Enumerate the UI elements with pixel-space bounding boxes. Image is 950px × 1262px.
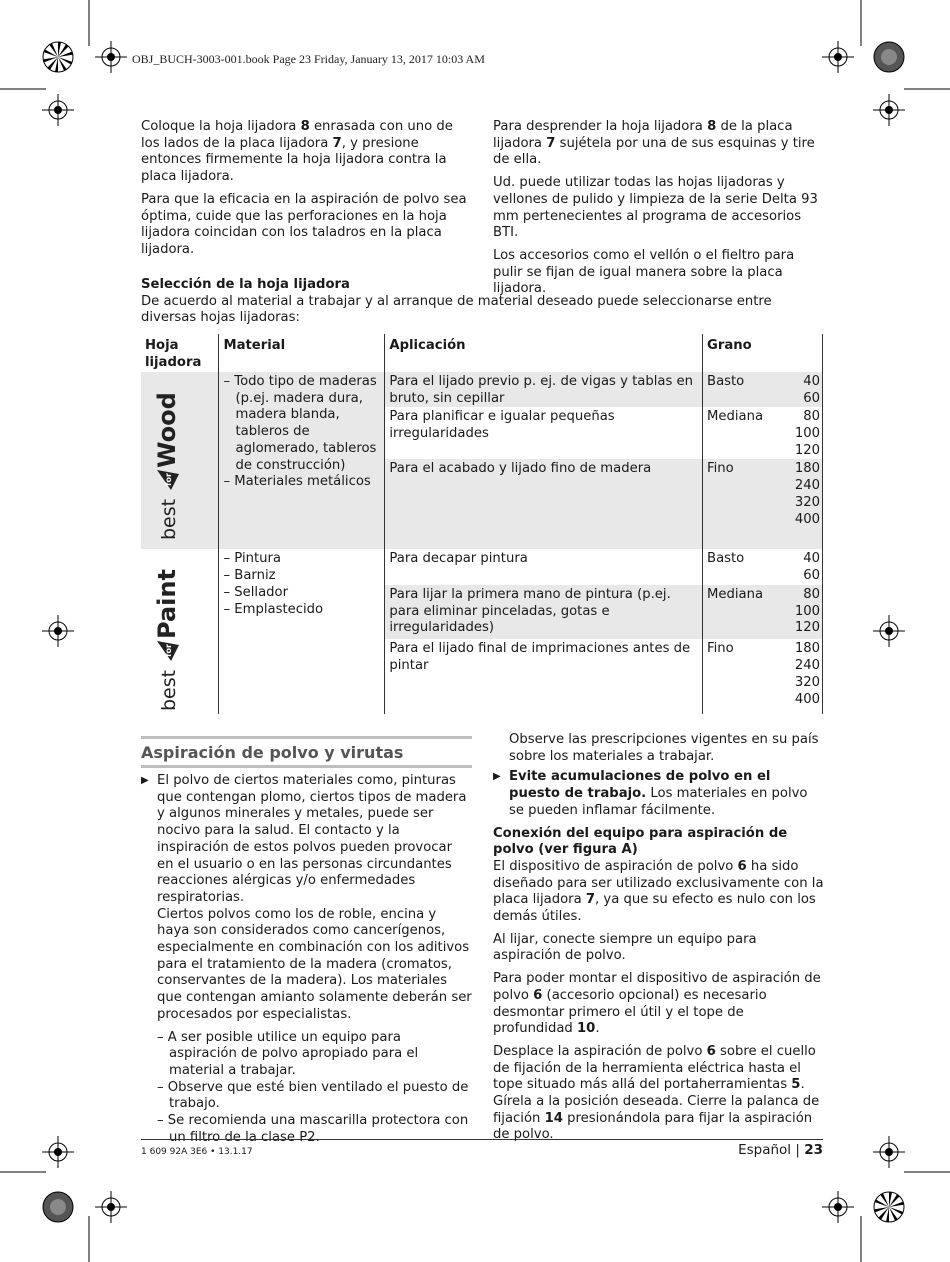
regulations-note: Observe las prescripciones vigentes en su país sobre los materiales a trabajar. <box>509 732 819 764</box>
application-cell: Para decapar pintura <box>385 549 703 584</box>
selection-text: De acuerdo al material a trabajar y al arranque de material deseado puede seleccionarse entre diversas hojas lijadoras: <box>141 293 772 326</box>
application-cell: Para el lijado final de imprimaciones antes de pintar <box>385 639 703 714</box>
grit-values: 40 60 <box>778 549 822 584</box>
sanding-sheet-table <box>141 334 823 714</box>
list-item: – Todo tipo de maderas (p.ej. madera dura, madera blanda, tableros de aglomerado, tableros de construcción) <box>223 374 380 474</box>
grade-cell: Basto <box>703 372 779 407</box>
footer-page-info <box>700 1142 823 1158</box>
dust-warning-bullet: ▶ El polvo de ciertos materiales como, pinturas que contengan plomo, ciertos tipos de madera y algunos minerales y metales, puede ser nocivo para la salud. El contacto y la inspiración de estos polvos pueden provocar en el usuario o en las personas circundantes reacciones alérgicas y/o enfermedades respiratorias. Ciertos polvos como los de roble, encina y haya son considerados como cancerígenos, especialmente en combinación con los aditivos para el tratamiento de la madera (cromatos, conservantes de la madera). Los materiales que contengan amianto solamente deberán ser procesados por especialistas. – A ser posible utilice un equipo para aspiración de polvo apropiado para el material a trabajar. – Observe que esté bien ventilado el puesto de trabajo. – Se recomienda una mascarilla protectora con un filtro de la clase P2. <box>141 773 472 1146</box>
intro-right-paragraph-1: Para desprender la hoja lijadora 8 de la placa lijadora 7 sujétela por una de sus esquinas y tire de ella. <box>493 119 815 168</box>
dust-dash-list <box>157 1030 472 1147</box>
best-for-paint-icon <box>145 549 215 714</box>
connection-paragraph-3: Para poder montar el dispositivo de aspiración de polvo 6 (accesorio opcional) es necesario desmontar primero el útil y el tope de profundidad 10. <box>493 971 821 1037</box>
page-number: 23 <box>804 1142 823 1158</box>
connection-heading: Conexión del equipo para aspiración de polvo (ver figura A) <box>493 825 788 858</box>
svg-text:best: best <box>158 670 180 712</box>
triangle-bullet-icon: ▶ <box>493 771 501 783</box>
list-item: – Se recomienda una mascarilla protectora con un filtro de la clase P2. <box>157 1113 472 1146</box>
grade-cell: Mediana <box>703 407 779 459</box>
list-item: – A ser posible utilice un equipo para aspiración de polvo apropiado para el material a trabajar. <box>157 1030 472 1080</box>
paint-materials <box>219 549 385 714</box>
connection-paragraph-4: Desplace la aspiración de polvo 6 sobre el cuello de fijación de la herramienta eléctrica hasta el tope situado más allá del portaherramientas 5. Gírela a la posición deseada. Cierre la palanca de fijación 14 presionándola para fijar la aspiración de polvo. <box>493 1043 820 1143</box>
intro-left-column <box>141 119 472 265</box>
intro-paragraph-2: Para que la eficacia en la aspiración de polvo sea óptima, cuide que las perforaciones en la hoja lijadora coincidan con los taladros en la placa lijadora. <box>141 191 467 257</box>
best-for-paint-logo <box>141 549 219 714</box>
footer-language: Español <box>738 1142 792 1158</box>
list-item: – Sellador <box>223 585 380 602</box>
best-for-wood-icon <box>145 372 215 542</box>
dust-left-column <box>141 773 472 1146</box>
header-application: Aplicación <box>385 334 703 372</box>
grit-values: 80 100 120 <box>778 407 822 459</box>
avoid-dust-bullet: ▶ Evite acumulaciones de polvo en el puesto de trabajo. Los materiales en polvo se pueden inflamar fácilmente. <box>493 769 808 818</box>
grade-cell: Fino <box>703 459 779 549</box>
list-item: – Emplastecido <box>223 602 380 619</box>
intro-right-paragraph-2: Ud. puede utilizar todas las hojas lijadoras y vellones de pulido y limpieza de la serie Delta 93 mm pertenecientes al programa de accesorios BTI. <box>493 175 818 241</box>
table-row <box>141 549 823 584</box>
connection-paragraph-1: El dispositivo de aspiración de polvo 6 ha sido diseñado para ser utilizado exclusivamente con la placa lijadora 7, ya que su efecto es nulo con los demás útiles. <box>493 858 824 925</box>
grade-cell: Basto <box>703 549 779 584</box>
application-cell: Para el acabado y lijado fino de madera <box>385 459 703 549</box>
grit-values: 180 240 320 400 <box>778 459 822 549</box>
list-item: – Pintura <box>223 551 380 568</box>
svg-text:Wood: Wood <box>153 392 181 468</box>
svg-text:best: best <box>158 498 180 540</box>
header-grit: Grano <box>703 334 779 372</box>
header-sheet: Hoja lijadora <box>145 338 202 370</box>
svg-text:for: for <box>164 644 173 658</box>
table-header-row <box>141 334 823 372</box>
connection-paragraph-2: Al lijar, conecte siempre un equipo para aspiración de polvo. <box>493 931 757 964</box>
application-cell: Para planificar e igualar pequeñas irregularidades <box>385 407 703 459</box>
list-item: – Materiales metálicos <box>223 474 380 491</box>
list-item: – Barniz <box>223 568 380 585</box>
grade-cell: Fino <box>703 639 779 714</box>
dust-right-column <box>493 732 824 1150</box>
svg-text:Paint: Paint <box>153 569 181 640</box>
footer-rule <box>141 1139 823 1140</box>
application-cell: Para el lijado previo p. ej. de vigas y tablas en bruto, sin cepillar <box>385 372 703 407</box>
best-for-wood-logo <box>141 372 219 549</box>
selection-heading: Selección de la hoja lijadora <box>141 277 350 292</box>
header-material: Material <box>219 334 385 372</box>
footer-code: 1 609 92A 3E6 • 13.1.17 <box>141 1147 253 1157</box>
wood-materials <box>219 372 385 549</box>
grit-values: 40 60 <box>778 372 822 407</box>
dust-section-title: Aspiración de polvo y virutas <box>141 736 472 768</box>
table-row <box>141 372 823 407</box>
list-item: – Observe que esté bien ventilado el puesto de trabajo. <box>157 1080 472 1113</box>
grade-cell: Mediana <box>703 585 779 640</box>
intro-right-paragraph-3: Los accesorios como el vellón o el fieltro para pulir se fijan de igual manera sobre la placa lijadora. <box>493 247 795 297</box>
grit-values: 80 100 120 <box>778 585 822 640</box>
selection-block <box>141 277 823 333</box>
book-header: OBJ_BUCH-3003-001.book Page 23 Friday, January 13, 2017 10:03 AM <box>132 52 485 66</box>
triangle-bullet-icon: ▶ <box>141 775 149 786</box>
svg-text:for: for <box>164 473 173 486</box>
intro-paragraph-1: Coloque la hoja lijadora 8 enrasada con uno de los lados de la placa lijadora 7, y presione entonces firmemente la hoja lijadora contra la placa lijadora. <box>141 119 453 185</box>
grit-values: 180 240 320 400 <box>778 639 822 714</box>
application-cell: Para lijar la primera mano de pintura (p.ej. para eliminar pinceladas, gotas e irregularidades) <box>385 585 703 640</box>
footer-separator: | <box>795 1142 800 1158</box>
